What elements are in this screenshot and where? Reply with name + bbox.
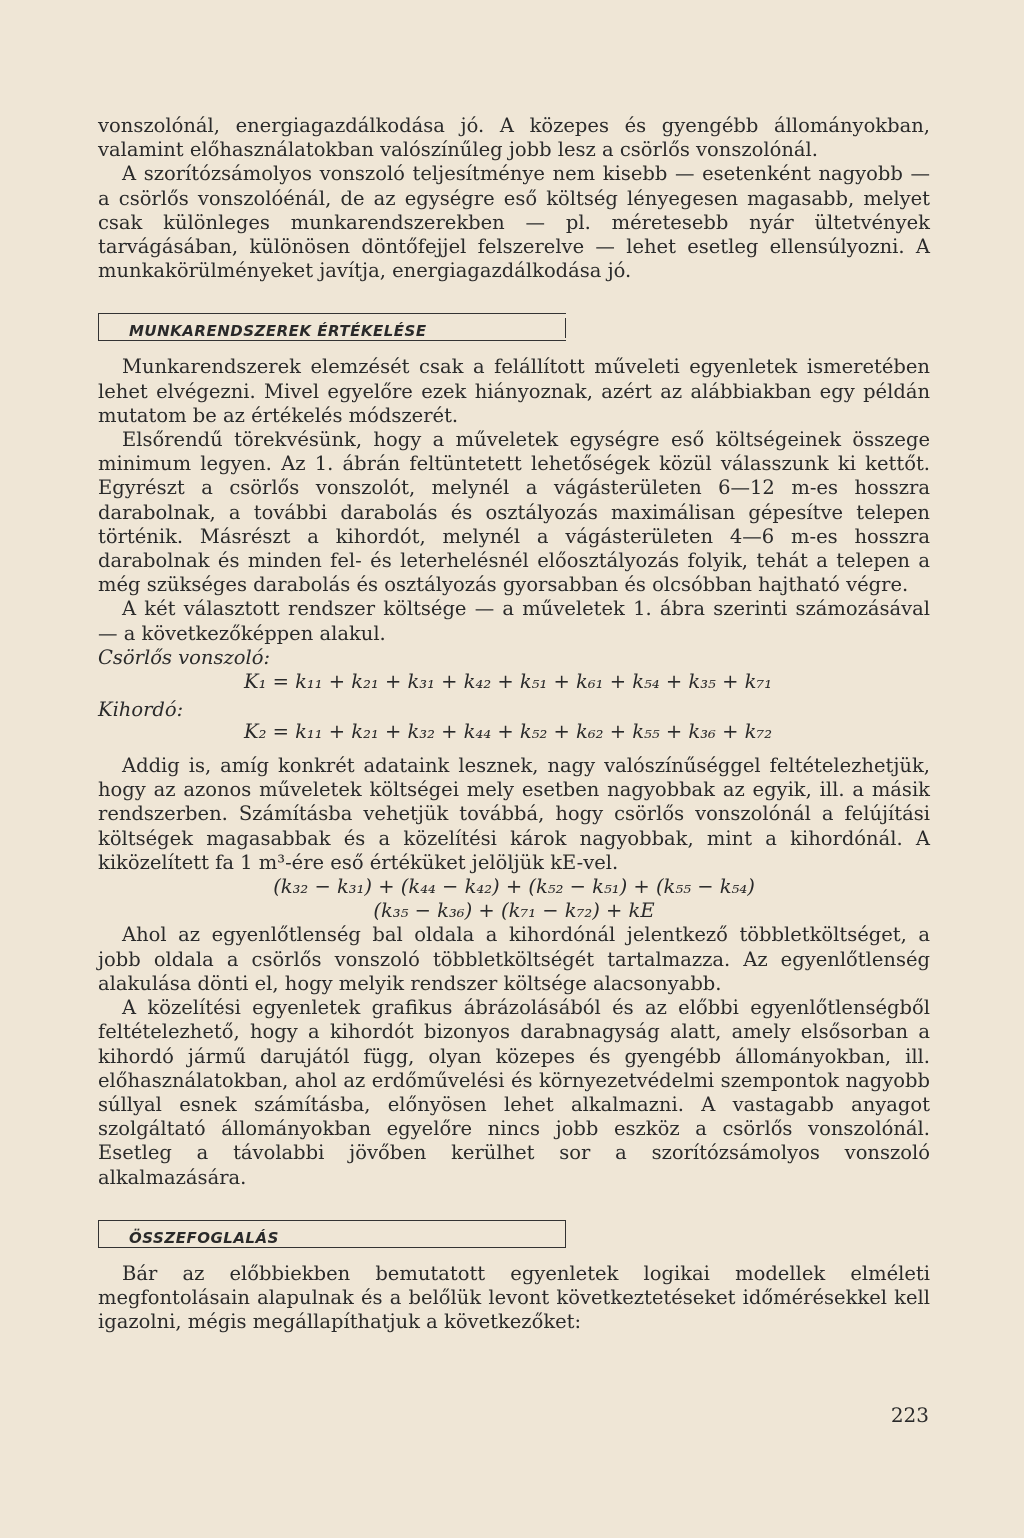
section-heading-summary: ÖSSZEFOGLALÁS (129, 1228, 279, 1247)
paragraph: Elsőrendű törekvésünk, hogy a műveletek egységre eső költségeinek összege minimum legyen. Az 1. ábrán feltüntetett lehetőségek közül válasszunk ki kettőt. Egyrészt a csörlős vonszolót, melynél a vágásterületen 6—12 m-es hosszra darabolnak, a további darabolás és osztályozás maximálisan gépesítve telepen történik. Másrészt a kihordót, melynél a vágásterületen 4—6 m-es hosszra darabolnak és minden fel- és leterhelésnél előosztályozás folyik, tehát a telepen a még szükséges darabolás és osztályozás gyorsabban és olcsóbban hajtható végre. (98, 428, 930, 597)
intro-paragraph-1: vonszolónál, energiagazdálkodása jó. A közepes és gyengébb állományokban, valamint előhasználatokban valószínűleg jobb lesz a csörlős vonszolónál. (98, 114, 930, 162)
intro-paragraph-2: A szorítózsámolyos vonszoló teljesítménye nem kisebb — esetenként nagyobb — a csörlős vonszolóénál, de az egységre eső költség lényegesen magasabb, melyet csak különleges munkarendszerekben — pl. méretesebb nyár ültetvények tarvágásában, különösen döntőfejjel felszerelve — lehet esetleg ellensúlyozni. A munkakörülményeket javítja, energiagazdálkodása jó. (98, 162, 930, 283)
label-csorlos-vonszolo: Csörlős vonszoló: (98, 645, 271, 669)
section-heading-box-evaluation (98, 313, 566, 341)
text-column (98, 114, 930, 1334)
paragraph: Bár az előbbiekben bemutatott egyenletek logikai modellek elméleti megfontolásain alapulnak és a belőlük levont következtetéseket időmérésekkel kell igazolni, mégis megállapíthatjuk a következőket: (98, 1261, 930, 1334)
equation-k1: K₁ = k₁₁ + k₂₁ + k₃₁ + k₄₂ + k₅₁ + k₆₁ + k₅₄ + k₃₅ + k₇₁ (244, 670, 773, 694)
paragraph: Munkarendszerek elemzését csak a felállított műveleti egyenletek ismeretében lehet elvégezni. Mivel egyelőre ezek hiányoznak, azért az alábbiakban egy példán mutatom be az értékelés módszerét. (98, 355, 930, 427)
equation-k1-row (98, 670, 930, 696)
paragraph: A közelítési egyenletek grafikus ábrázolásából és az előbbi egyenlőtlenségből feltételezhető, hogy a kihordót bizonyos darabnagyság alatt, amely elsősorban a kihordó jármű darujától függ, olyan közepes és gyengébb állományokban, ill. előhasználatokban, ahol az erdőművelési és környezetvédelmi szempontok nagyobb súllyal esnek számításba, előnyösen lehet alkalmazni. A vastagabb anyagot szolgáltató állományokban egyelőre nincs jobb eszköz a csörlős vonszolónál. Esetleg a távolabbi jövőben kerülhet sor a szorítózsámolyos vonszoló alkalmazására. (98, 996, 930, 1189)
section-heading-evaluation: MUNKARENDSZEREK ÉRTÉKELÉSE (129, 322, 427, 341)
paragraph: Addig is, amíg konkrét adataink lesznek, nagy valószínűséggel feltételezhetjük, hogy az azonos műveletek költségei mely esetben nagyobbak az egyik, ill. a másik rendszerben. Számításba vehetjük továbbá, hogy csörlős vonszolónál a felújítási költségek magasabbak és a közelítési károk nagyobbak, mint a kihordónál. A kiközelített fa 1 m³-ére eső értéküket jelöljük kE-vel. (98, 754, 930, 874)
paragraph: Ahol az egyenlőtlenség bal oldala a kihordónál jelentkező többletköltséget, a jobb oldala a csörlős vonszoló többletköltségét tartalmazza. Az egyenlőtlenség alakulása dönti el, hogy melyik rendszer költsége alacsonyabb. (98, 923, 930, 995)
label-kihordo-row (98, 696, 930, 720)
section-heading-box-summary (98, 1220, 566, 1248)
equation-k2-row (98, 720, 930, 746)
inequality-line-1: (k₃₂ − k₃₁) + (k₄₄ − k₄₂) + (k₅₂ − k₅₁) + (k₅₅ − k₅₄) (273, 875, 755, 899)
inequality-line-2: (k₃₅ − k₃₆) + (k₇₁ − k₇₂) + kE (373, 899, 655, 923)
label-kihordo: Kihordó: (98, 698, 184, 722)
paragraph: A két választott rendszer költsége — a műveletek 1. ábra szerinti számozásával — a következőképpen alakul. (98, 597, 930, 645)
equation-k2: K₂ = k₁₁ + k₂₁ + k₃₂ + k₄₄ + k₅₂ + k₆₂ + k₅₅ + k₃₆ + k₇₂ (244, 720, 773, 744)
page-number: 223 (890, 1403, 929, 1427)
